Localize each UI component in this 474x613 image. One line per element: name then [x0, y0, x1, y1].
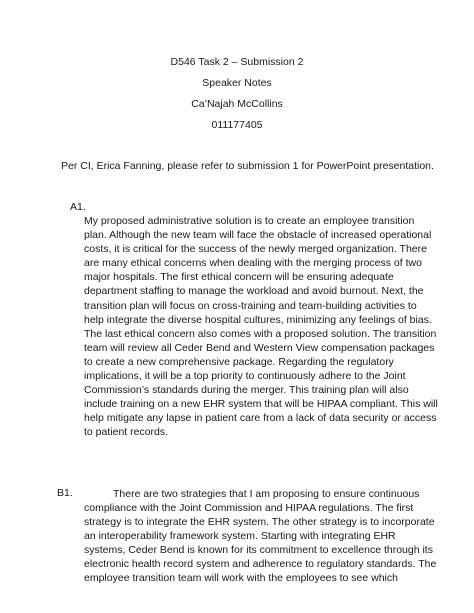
- paragraph-line: to create a new comprehensive package. Regarding the regulatory: [84, 355, 394, 368]
- paragraph-line: are many ethical concerns when dealing with the merging process of two: [84, 257, 422, 270]
- presentation-note: Per CI, Erica Fanning, please refer to submission 1 for PowerPoint presentation.: [61, 160, 434, 172]
- section-a1-paragraph: [84, 214, 438, 440]
- paragraph-line: major hospitals. The first ethical concern will be ensuring adequate: [84, 271, 394, 284]
- paragraph-line: implications, it will be a top priority to continuously adhere to the Joint: [84, 370, 406, 383]
- paragraph-line: systems, Ceder Bend is known for its commitment to excellence through its: [84, 544, 433, 557]
- section-label-a1: A1.: [70, 201, 86, 213]
- paragraph-line: electronic health record system and adherence to regulatory standards. The: [84, 558, 437, 571]
- paragraph-line: Commission’s standards during the merger. This training plan will also: [84, 384, 409, 397]
- paragraph-line: employee transition team will work with the employees to see which: [84, 572, 398, 585]
- paragraph-line: help integrate the diverse hospital cultures, minimizing any feelings of bias.: [84, 313, 432, 326]
- paragraph-line: help mitigate any lapse in patient care from a lack of data security or access: [84, 412, 437, 425]
- paragraph-line: include training on a new EHR system that will be HIPAA compliant. This will: [84, 398, 438, 411]
- paragraph-line: to patient records.: [84, 426, 169, 439]
- document-subtitle: Speaker Notes: [202, 77, 272, 89]
- paragraph-line: plan. Although the new team will face the obstacle of increased operational: [84, 229, 432, 242]
- document-title: D546 Task 2 – Submission 2: [170, 56, 304, 68]
- section-b1-first-line: There are two strategies that I am proposing to ensure continuous: [113, 488, 420, 500]
- section-label-b1: B1.: [57, 487, 73, 499]
- paragraph-line: team will review all Ceder Bend and Western View compensation packages: [84, 341, 435, 354]
- student-id: 011177405: [211, 119, 263, 131]
- paragraph-line: transition plan will focus on cross-training and team-building activities to: [84, 299, 417, 312]
- author-name: Ca’Najah McCollins: [191, 98, 283, 110]
- section-b1-paragraph: [84, 501, 437, 586]
- paragraph-line: an interoperability framework system. Starting with integrating EHR: [84, 530, 396, 543]
- paragraph-line: My proposed administrative solution is to create an employee transition: [84, 215, 415, 227]
- paragraph-line: compliance with the Joint Commission and HIPAA regulations. The first: [84, 502, 414, 514]
- paragraph-line: The last ethical concern also comes with a proposed solution. The transition: [84, 327, 437, 340]
- paragraph-line: strategy is to integrate the EHR system. The other strategy is to incorporate: [84, 516, 435, 529]
- paragraph-line: costs, it is critical for the success of the newly merged organization. There: [84, 243, 427, 256]
- paragraph-line: department staffing to manage the workload and avoid burnout. Next, the: [84, 285, 424, 298]
